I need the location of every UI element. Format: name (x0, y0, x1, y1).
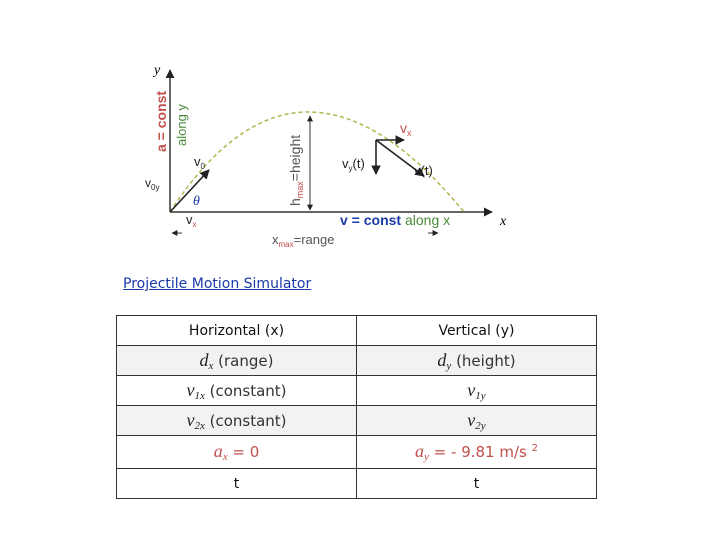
v0-label: $v_0$ (194, 154, 205, 171)
vx-top-label: $v_x$ (400, 120, 412, 138)
projectile-simulator-link[interactable]: Projectile Motion Simulator (123, 276, 312, 292)
dy-cell: $d_y$ (height) (357, 346, 597, 376)
v1y-cell: $v_{1y}$ (357, 376, 597, 406)
table-row (117, 406, 597, 436)
v1x-cell: $v_{1x}$ (constant) (117, 376, 357, 406)
time-y-cell: t (357, 469, 597, 499)
table-row (117, 469, 597, 499)
horizontal-header: Horizontal (x) (117, 316, 357, 346)
table-row (117, 316, 597, 346)
v2y-cell: $v_{2y}$ (357, 406, 597, 436)
vx-bottom-label: $v_x$ (186, 212, 197, 229)
ay-cell: $a_y$ = - 9.81 m/s $^2$ (357, 436, 597, 469)
theta-label: θ (193, 194, 200, 209)
ax-cell: $a_x = 0$ (117, 436, 357, 469)
a-const-label: a = const (153, 90, 169, 152)
range-label: $x_{max}=range$ (272, 232, 335, 249)
y-axis-label: y (154, 63, 161, 78)
motion-table (116, 315, 597, 499)
v-t-label: v(t) (414, 163, 433, 178)
table-row (117, 436, 597, 469)
x-axis-label: x (500, 214, 507, 229)
height-label: $h_{max}=height$ (287, 134, 305, 206)
time-x-cell: t (117, 469, 357, 499)
vy-t-label: $v_y(t)$ (342, 156, 365, 173)
v0y-label: $v_{0y}$ (145, 176, 160, 192)
along-y-label: along y (174, 104, 189, 146)
v-const-label: v = const along x (340, 212, 451, 228)
table-row (117, 346, 597, 376)
v2x-cell: $v_{2x}$ (constant) (117, 406, 357, 436)
v0-vector (170, 170, 209, 212)
trajectory-curve (170, 112, 464, 212)
dx-cell: $d_x$ (range) (117, 346, 357, 376)
table-row (117, 376, 597, 406)
vertical-header: Vertical (y) (357, 316, 597, 346)
